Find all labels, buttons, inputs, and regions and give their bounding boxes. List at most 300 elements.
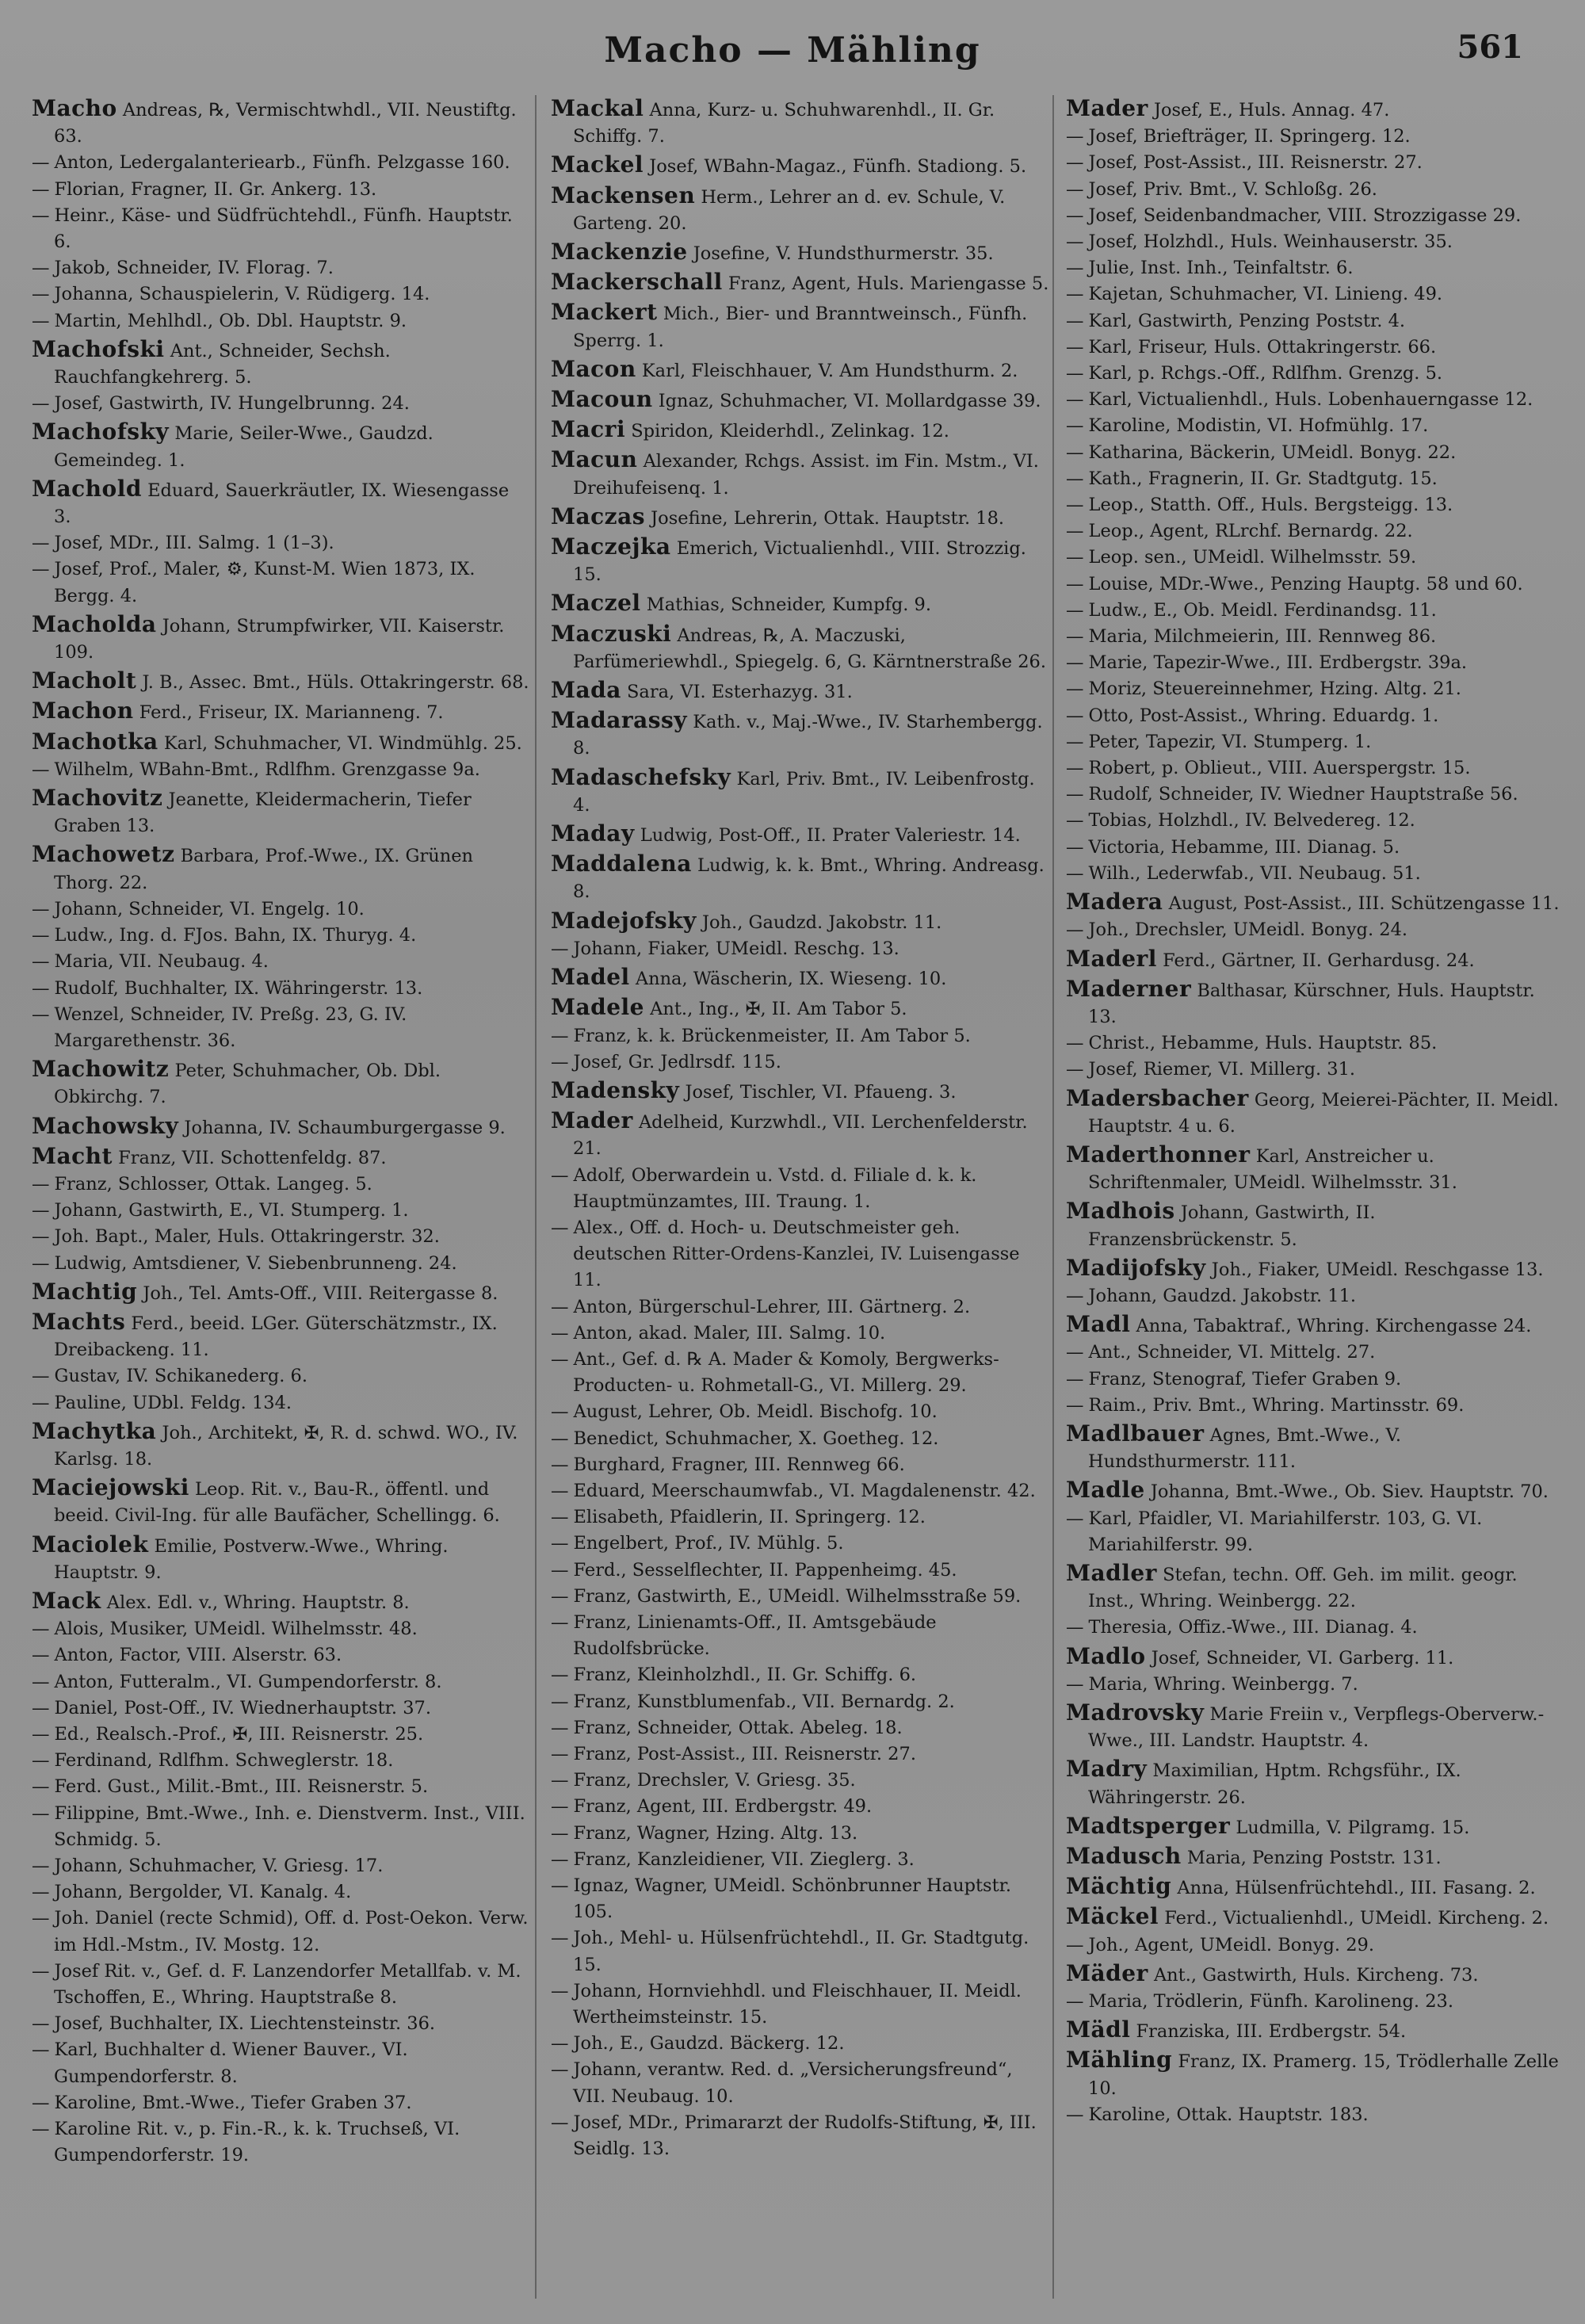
- directory-entry: [551, 1294, 1050, 1321]
- directory-entry: [551, 1107, 1050, 1162]
- entry-text: Ant., Ing., ✠, II. Am Tabor 5.: [650, 999, 907, 1020]
- entry-text: Ferd., Victualienhdl., UMeidl. Kircheng. 2.: [1164, 1908, 1549, 1929]
- directory-entry: [1066, 861, 1565, 887]
- entry-text: Franz, Linienamts-Off., II. Amtsgebäude Rudolfsbrücke.: [573, 1611, 937, 1660]
- entry-text: Kajetan, Schuhmacher, VI. Linieng. 49.: [1088, 284, 1443, 305]
- entry-text: Ant., Schneider, Sechsh. Rauchfangkehrerg. 5.: [54, 340, 391, 388]
- directory-entry: [32, 1774, 531, 1800]
- directory-entry: [551, 1847, 1050, 1873]
- entry-dash: —: [1066, 1059, 1084, 1080]
- entry-dash: —: [1066, 599, 1084, 621]
- entry-dash: —: [1066, 284, 1084, 305]
- entry-text: Balthasar, Kürschner, Huls. Hauptstr. 13.: [1088, 980, 1535, 1027]
- directory-entry: [1066, 1141, 1565, 1196]
- entry-surname: Madel: [551, 964, 630, 991]
- directory-entry: [551, 707, 1050, 762]
- entry-surname: Madrovsky: [1066, 1699, 1205, 1726]
- entry-surname: Machovitz: [32, 785, 163, 812]
- entry-text: Franz, Agent, III. Erdbergstr. 49.: [573, 1796, 873, 1818]
- entry-text: August, Lehrer, Ob. Meidl. Bischofg. 10.: [573, 1401, 938, 1423]
- directory-entry: [551, 850, 1050, 905]
- entry-text: Karoline Rit. v., p. Fin.-R., k. k. Truchseß, VI. Gumpendorferstr. 19.: [54, 2119, 460, 2166]
- directory-entry: [1066, 518, 1565, 545]
- entry-text: Alois, Musiker, UMeidl. Wilhelmsstr. 48.: [54, 1619, 418, 1640]
- entry-surname: Madler: [1066, 1559, 1157, 1586]
- directory-entry: [32, 949, 531, 975]
- directory-entry: [32, 698, 531, 726]
- entry-text: Emerich, Victualienhdl., VIII. Strozzig. 15.: [573, 538, 1026, 586]
- entry-dash: —: [1066, 1617, 1084, 1638]
- entry-dash: —: [32, 1392, 50, 1413]
- directory-entry: [551, 820, 1050, 849]
- directory-entry: [1066, 1643, 1565, 1672]
- entry-text: Josef, E., Huls. Annag. 47.: [1153, 100, 1390, 120]
- page-number: 561: [1457, 29, 1523, 66]
- entry-text: Maria, Penzing Poststr. 131.: [1186, 1848, 1442, 1868]
- entry-surname: Maderner: [1066, 975, 1192, 1002]
- directory-entry: [551, 182, 1050, 237]
- entry-dash: —: [551, 1217, 569, 1238]
- entry-text: J. B., Assec. Bmt., Hüls. Ottakringerstr. 68.: [142, 672, 529, 694]
- entry-surname: Mader: [551, 1107, 633, 1134]
- entry-text: Josef, Briefträger, II. Springerg. 12.: [1088, 126, 1411, 147]
- entry-text: Ludwig, k. k. Bmt., Whring. Andreasg. 8.: [573, 855, 1045, 903]
- entry-text: Marie, Seiler-Wwe., Gaudzd. Gemeindeg. 1.: [54, 423, 433, 471]
- entry-dash: —: [1066, 468, 1084, 489]
- directory-entry: [32, 785, 531, 839]
- entry-text: Eduard, Sauerkräutler, IX. Wiesengasse 3.: [54, 480, 510, 528]
- directory-entry: [551, 908, 1050, 936]
- directory-entry: [1066, 1932, 1565, 1959]
- directory-entry: [1066, 676, 1565, 702]
- column-rule: [1052, 95, 1054, 2299]
- directory-entry: [32, 476, 531, 530]
- entry-text: Joh., Fiaker, UMeidl. Reschgasse 13.: [1211, 1259, 1544, 1280]
- entry-text: Johann, Fiaker, UMeidl. Reschg. 13.: [573, 938, 899, 959]
- entry-dash: —: [1066, 521, 1084, 542]
- entry-dash: —: [32, 1750, 50, 1772]
- directory-entry: [32, 1172, 531, 1198]
- directory-entry: [32, 896, 531, 923]
- entry-surname: Madhois: [1066, 1198, 1175, 1225]
- directory-entry: [1066, 1477, 1565, 1505]
- entry-text: Georg, Meierei-Pächter, II. Meidl. Hauptstr. 4 u. 6.: [1088, 1089, 1559, 1137]
- entry-text: Burghard, Fragner, III. Rennweg 66.: [573, 1454, 905, 1475]
- directory-entry: [551, 1610, 1050, 1662]
- entry-dash: —: [551, 1822, 569, 1844]
- entry-dash: —: [551, 1296, 569, 1317]
- entry-text: Johann, Bergolder, VI. Kanalg. 4.: [54, 1882, 352, 1903]
- entry-text: Jakob, Schneider, IV. Florag. 7.: [54, 258, 334, 279]
- directory-entry: [551, 1662, 1050, 1688]
- directory-entry: [1066, 835, 1565, 861]
- entry-text: Maria, Whring. Weinbergg. 7.: [1088, 1673, 1358, 1695]
- entry-dash: —: [1066, 2104, 1084, 2125]
- directory-entry: [1066, 571, 1565, 598]
- entry-surname: Mackensen: [551, 182, 696, 208]
- column-right: [1066, 94, 1565, 2128]
- entry-text: Victoria, Hebamme, III. Dianag. 5.: [1088, 836, 1400, 858]
- entry-surname: Madensky: [551, 1076, 680, 1103]
- directory-entry: [32, 1722, 531, 1748]
- entry-dash: —: [32, 2039, 50, 2061]
- entry-text: Ludw., Ing. d. FJos. Bahn, IX. Thuryg. 4.: [54, 925, 417, 946]
- entry-dash: —: [1066, 1673, 1084, 1695]
- entry-text: Ferd., Gärtner, II. Gerhardusg. 24.: [1163, 950, 1475, 971]
- entry-text: Joh., Tel. Amts-Off., VIII. Reitergasse 8.: [143, 1282, 498, 1304]
- directory-entry: [32, 556, 531, 609]
- entry-text: Franz, k. k. Brückenmeister, II. Am Tabor 5.: [573, 1025, 971, 1046]
- directory-entry: [551, 1049, 1050, 1076]
- entry-text: Wenzel, Schneider, IV. Preßg. 23, G. IV. Margarethenstr. 36.: [54, 1003, 407, 1051]
- entry-surname: Machotka: [32, 728, 158, 755]
- entry-text: Wilhelm, WBahn-Bmt., Rdlfhm. Grenzgasse 9a.: [54, 759, 480, 780]
- entry-text: Ludwig, Post-Off., II. Prater Valeriestr. 14.: [640, 825, 1021, 847]
- entry-surname: Mackel: [551, 151, 644, 178]
- entry-surname: Macun: [551, 446, 638, 473]
- directory-entry: [551, 1426, 1050, 1452]
- entry-text: Johann, verantw. Red. d. „Versicherungsfreund“, VII. Neubaug. 10.: [573, 2059, 1013, 2107]
- directory-entry: [551, 936, 1050, 962]
- entry-text: Karl, Fleischhauer, V. Am Hundsthurm. 2.: [641, 360, 1018, 381]
- entry-text: Ant., Schneider, VI. Mittelg. 27.: [1088, 1342, 1376, 1363]
- entry-text: Agnes, Bmt.-Wwe., V. Hundsthurmerstr. 111.: [1088, 1424, 1402, 1473]
- entry-text: Johann, Schuhmacher, V. Griesg. 17.: [54, 1856, 384, 1876]
- directory-entry: [1066, 1085, 1565, 1140]
- directory-entry: [1066, 889, 1565, 917]
- entry-text: Johanna, IV. Schaumburgergasse 9.: [184, 1117, 506, 1138]
- entry-surname: Machts: [32, 1308, 126, 1335]
- directory-entry: [32, 976, 531, 1002]
- entry-surname: Madersbacher: [1066, 1084, 1249, 1111]
- entry-text: Emilie, Postverw.-Wwe., Whring. Hauptstr. 9.: [54, 1535, 449, 1583]
- entry-text: Jeanette, Kleidermacherin, Tiefer Graben 13.: [54, 789, 472, 837]
- entry-surname: Maddalena: [551, 850, 692, 877]
- entry-surname: Maderthonner: [1066, 1141, 1251, 1168]
- entry-dash: —: [551, 1928, 569, 1949]
- entry-dash: —: [32, 152, 50, 174]
- entry-surname: Maday: [551, 820, 635, 847]
- entry-dash: —: [32, 178, 50, 200]
- entry-text: Maximilian, Hptm. Rchgsführ., IX. Währingerstr. 26.: [1088, 1760, 1461, 1808]
- directory-entry: [32, 391, 531, 417]
- entry-dash: —: [1066, 784, 1084, 805]
- directory-entry: [551, 1321, 1050, 1347]
- entry-text: Pauline, UDbl. Feldg. 134.: [54, 1392, 292, 1413]
- entry-surname: Mack: [32, 1587, 101, 1614]
- entry-text: Florian, Fragner, II. Gr. Ankerg. 13.: [54, 178, 377, 200]
- entry-surname: Mäder: [1066, 1959, 1148, 1986]
- entry-dash: —: [32, 1908, 50, 1929]
- entry-text: Josef, Holzhdl., Huls. Weinhauserstr. 35.: [1088, 231, 1453, 253]
- entry-text: Anna, Hülsenfrüchtehdl., III. Fasang. 2.: [1177, 1878, 1536, 1899]
- directory-entry: [551, 1478, 1050, 1504]
- entry-dash: —: [551, 1507, 569, 1528]
- directory-entry: [551, 1978, 1050, 2031]
- directory-entry: [551, 2110, 1050, 2162]
- directory-entry: [551, 1768, 1050, 1794]
- entry-text: Gustav, IV. Schikanederg. 6.: [54, 1366, 308, 1387]
- directory-entry: [32, 1879, 531, 1905]
- entry-dash: —: [551, 1454, 569, 1475]
- entry-text: Elisabeth, Pfaidlerin, II. Springerg. 12.: [573, 1507, 926, 1528]
- entry-surname: Mächtig: [1066, 1873, 1172, 1900]
- directory-entry: [1066, 598, 1565, 624]
- directory-entry: [32, 667, 531, 696]
- entry-text: Maria, Trödlerin, Fünfh. Karolineng. 23.: [1088, 1991, 1454, 2012]
- entry-text: Marie, Tapezir-Wwe., III. Erdbergstr. 39a.: [1088, 652, 1468, 674]
- entry-surname: Maczel: [551, 590, 641, 617]
- directory-entry: [32, 1363, 531, 1389]
- directory-entry: [1066, 1960, 1565, 1989]
- directory-entry: [551, 1821, 1050, 1847]
- directory-entry: [551, 621, 1050, 675]
- directory-entry: [1066, 1198, 1565, 1252]
- entry-dash: —: [551, 1585, 569, 1607]
- entry-dash: —: [1066, 1342, 1084, 1363]
- entry-text: Karl, Priv. Bmt., IV. Leibenfrostg. 4.: [573, 768, 1035, 816]
- entry-text: Karl, Schuhmacher, VI. Windmühlg. 25.: [163, 732, 522, 754]
- entry-text: August, Post-Assist., III. Schützengasse 11.: [1168, 893, 1560, 915]
- entry-text: Franz, Schlosser, Ottak. Langeg. 5.: [54, 1173, 372, 1194]
- entry-surname: Madlo: [1066, 1642, 1146, 1669]
- entry-text: Maria, VII. Neubaug. 4.: [54, 951, 269, 973]
- entry-text: Engelbert, Prof., IV. Mühlg. 5.: [573, 1533, 844, 1554]
- entry-text: Johann, Strumpfwirker, VII. Kaiserstr. 109.: [54, 615, 505, 663]
- entry-dash: —: [1066, 126, 1084, 147]
- directory-entry: [1066, 1873, 1565, 1902]
- directory-entry: [32, 2090, 531, 2116]
- entry-text: Karl, Buchhalter d. Wiener Bauver., VI. Gumpendorferstr. 8.: [54, 2039, 408, 2087]
- directory-entry: [551, 590, 1050, 618]
- directory-entry: [32, 2116, 531, 2169]
- entry-dash: —: [1066, 626, 1084, 648]
- directory-entry: [32, 923, 531, 949]
- entry-surname: Macht: [32, 1142, 113, 1169]
- entry-text: Joh., Mehl- u. Hülsenfrüchtehdl., II. Gr. Stadtgutg. 15.: [573, 1928, 1029, 1975]
- directory-entry: [1066, 1311, 1565, 1340]
- entry-surname: Madry: [1066, 1756, 1148, 1783]
- entry-dash: —: [32, 258, 50, 279]
- directory-entry: [551, 386, 1050, 415]
- entry-surname: Mackert: [551, 299, 658, 326]
- entry-text: Franz, VII. Schottenfeldg. 87.: [118, 1147, 387, 1168]
- entry-text: Louise, MDr.-Wwe., Penzing Hauptg. 58 und 60.: [1088, 573, 1523, 594]
- entry-text: Anton, Bürgerschul-Lehrer, III. Gärtnerg. 2.: [573, 1296, 971, 1317]
- entry-text: Stefan, techn. Off. Geh. im milit. geogr. Inst., Whring. Weinbergg. 22.: [1088, 1564, 1518, 1612]
- column-middle: [551, 94, 1050, 2162]
- entry-text: Theresia, Offiz.-Wwe., III. Dianag. 4.: [1088, 1617, 1418, 1638]
- directory-entry: [32, 841, 531, 896]
- directory-entry: [1066, 255, 1565, 281]
- directory-entry: [1066, 1366, 1565, 1393]
- entry-dash: —: [551, 1322, 569, 1344]
- directory-entry: [32, 419, 531, 473]
- entry-dash: —: [32, 1200, 50, 1221]
- directory-entry: [32, 1801, 531, 1853]
- entry-dash: —: [32, 1960, 50, 1982]
- directory-entry: [1066, 334, 1565, 361]
- directory-entry: [32, 255, 531, 281]
- entry-dash: —: [32, 898, 50, 919]
- entry-dash: —: [551, 1480, 569, 1501]
- entry-dash: —: [1066, 1368, 1084, 1389]
- entry-text: Barbara, Prof.-Wwe., IX. Grünen Thorg. 22.: [54, 846, 474, 893]
- entry-text: Alex., Off. d. Hoch- u. Deutschmeister geh. deutschen Ritter-Ordens-Kanzlei, IV. Luisengasse 11.: [573, 1217, 1020, 1291]
- entry-dash: —: [1066, 705, 1084, 726]
- entry-dash: —: [32, 1003, 50, 1025]
- entry-text: Otto, Post-Assist., Whring. Eduardg. 1.: [1088, 705, 1439, 726]
- entry-text: Raim., Priv. Bmt., Whring. Martinsstr. 69.: [1088, 1394, 1465, 1416]
- entry-text: Alex. Edl. v., Whring. Hauptstr. 8.: [106, 1592, 410, 1613]
- entry-text: Anton, Futteralm., VI. Gumpendorferstr. 8.: [54, 1671, 442, 1692]
- directory-entry: [1066, 1340, 1565, 1366]
- directory-entry: [32, 1251, 531, 1277]
- entry-dash: —: [32, 759, 50, 780]
- entry-text: Josef, Gastwirth, IV. Hungelbrunng. 24.: [54, 393, 410, 415]
- directory-entry: [1066, 946, 1565, 974]
- entry-surname: Madejofsky: [551, 907, 697, 934]
- entry-surname: Madaschefsky: [551, 763, 731, 790]
- entry-text: Johann, Gastwirth, II. Franzensbrückenstr. 5.: [1088, 1202, 1376, 1250]
- entry-dash: —: [32, 1697, 50, 1718]
- directory-entry: [32, 1224, 531, 1250]
- entry-surname: Maczas: [551, 503, 645, 529]
- directory-entry: [32, 1143, 531, 1172]
- entry-text: Josef, Schneider, VI. Garberg. 11.: [1151, 1647, 1454, 1668]
- entry-text: Franz, Drechsler, V. Griesg. 35.: [573, 1770, 856, 1791]
- entry-text: Ignaz, Schuhmacher, VI. Mollardgasse 39.: [658, 391, 1041, 412]
- entry-dash: —: [1066, 363, 1084, 384]
- entry-surname: Maciolek: [32, 1531, 149, 1558]
- entry-text: Peter, Schuhmacher, Ob. Dbl. Obkirchg. 7.: [54, 1061, 441, 1108]
- entry-dash: —: [551, 1770, 569, 1791]
- directory-entry: [32, 611, 531, 666]
- directory-entry: [32, 1905, 531, 1958]
- entry-surname: Mader: [1066, 95, 1148, 121]
- entry-dash: —: [32, 1252, 50, 1274]
- entry-text: Katharina, Bäckerin, UMeidl. Bonyg. 22.: [1088, 441, 1457, 463]
- entry-surname: Madarassy: [551, 707, 688, 734]
- directory-entry: [1066, 1057, 1565, 1083]
- entry-text: Leop., Agent, RLrchf. Bernardg. 22.: [1088, 521, 1413, 542]
- entry-text: Ferdinand, Rdlfhm. Schweglerstr. 18.: [54, 1750, 394, 1772]
- entry-surname: Macho: [32, 95, 117, 121]
- entry-dash: —: [551, 1611, 569, 1633]
- entry-text: Johann, Schneider, VI. Engelg. 10.: [54, 898, 365, 919]
- directory-entry: [1066, 281, 1565, 308]
- entry-dash: —: [551, 1875, 569, 1896]
- entry-text: Ferd., Friseur, IX. Marianneng. 7.: [139, 702, 444, 724]
- entry-text: Josef, Buchhalter, IX. Liechtensteinstr. 36.: [54, 2013, 436, 2035]
- entry-dash: —: [1066, 919, 1084, 941]
- entry-text: Johann, Gaudzd. Jakobstr. 11.: [1088, 1285, 1357, 1306]
- directory-entry: [551, 1531, 1050, 1557]
- directory-entry: [32, 281, 531, 308]
- entry-text: Eduard, Meerschaumwfab., VI. Magdalenenstr. 42.: [573, 1480, 1036, 1501]
- entry-dash: —: [32, 2092, 50, 2113]
- entry-text: Heinr., Käse- und Südfrüchtehdl., Fünfh. Hauptstr. 6.: [54, 204, 513, 253]
- entry-text: Anton, Ledergalanteriearb., Fünfh. Pelzgasse 160.: [54, 152, 510, 174]
- directory-entry: [1066, 361, 1565, 387]
- entry-text: Joh., Drechsler, UMeidl. Bonyg. 24.: [1088, 919, 1408, 941]
- entry-surname: Maciejowski: [32, 1474, 189, 1501]
- entry-dash: —: [551, 1348, 569, 1370]
- directory-entry: [551, 764, 1050, 819]
- directory-entry: [551, 1023, 1050, 1049]
- directory-entry: [1066, 1615, 1565, 1641]
- directory-entry: [1066, 1813, 1565, 1841]
- directory-entry: [1066, 782, 1565, 808]
- entry-text: Joh. Daniel (recte Schmid), Off. d. Post-Oekon. Verw. im Hdl.-Mstm., IV. Mostg. 12.: [54, 1908, 529, 1955]
- entry-dash: —: [32, 925, 50, 946]
- entry-text: Franz, Kleinholzhdl., II. Gr. Schiffg. 6.: [573, 1665, 917, 1686]
- directory-entry: [32, 1198, 531, 1224]
- entry-dash: —: [551, 938, 569, 959]
- directory-entry: [551, 964, 1050, 992]
- entry-surname: Madle: [1066, 1477, 1145, 1504]
- directory-entry: [551, 1163, 1050, 1215]
- entry-dash: —: [32, 1173, 50, 1194]
- entry-text: Karoline, Ottak. Hauptstr. 183.: [1088, 2104, 1369, 2125]
- entry-dash: —: [551, 2112, 569, 2133]
- entry-text: Karl, Pfaidler, VI. Mariahilferstr. 103, G. VI. Mariahilferstr. 99.: [1088, 1508, 1483, 1555]
- directory-entry: [551, 356, 1050, 384]
- entry-dash: —: [551, 2059, 569, 2081]
- entry-text: Joh., E., Gaudzd. Bäckerg. 12.: [573, 2033, 845, 2055]
- entry-text: Joh. Bapt., Maler, Huls. Ottakringerstr. 32.: [54, 1226, 440, 1248]
- entry-surname: Maczuski: [551, 620, 672, 647]
- entry-surname: Macholda: [32, 610, 157, 637]
- entry-dash: —: [551, 1401, 569, 1423]
- directory-entry: [32, 1588, 531, 1616]
- entry-text: Peter, Tapezir, VI. Stumperg. 1.: [1088, 731, 1372, 752]
- directory-entry: [1066, 1420, 1565, 1475]
- entry-dash: —: [551, 2033, 569, 2055]
- directory-entry: [551, 994, 1050, 1022]
- entry-dash: —: [32, 1802, 50, 1824]
- entry-text: Franz, Schneider, Ottak. Abeleg. 18.: [573, 1717, 903, 1738]
- entry-text: Franz, Post-Assist., III. Reisnerstr. 27.: [573, 1743, 916, 1764]
- entry-text: Ant., Gastwirth, Huls. Kircheng. 73.: [1153, 1964, 1479, 1986]
- entry-text: Karl, Anstreicher u. Schriftenmaler, UMeidl. Wilhelmsstr. 31.: [1088, 1145, 1457, 1194]
- entry-text: Josef, Gr. Jedlrsdf. 115.: [573, 1051, 781, 1072]
- entry-text: Mich., Bier- und Branntweinsch., Fünfh. Sperrg. 1.: [573, 304, 1028, 351]
- entry-dash: —: [1066, 389, 1084, 411]
- entry-text: Leop. sen., UMeidl. Wilhelmsstr. 59.: [1088, 547, 1417, 568]
- entry-text: Rudolf, Schneider, IV. Wiedner Hauptstraße 56.: [1088, 784, 1518, 805]
- entry-dash: —: [32, 533, 50, 554]
- entry-text: Josef, Priv. Bmt., V. Schloßg. 26.: [1088, 178, 1377, 200]
- entry-dash: —: [551, 1743, 569, 1764]
- page-header-title: Macho — Mähling: [604, 30, 981, 71]
- entry-text: Johanna, Schauspielerin, V. Rüdigerg. 14.: [54, 284, 430, 305]
- directory-entry: [32, 1309, 531, 1363]
- entry-dash: —: [32, 1671, 50, 1692]
- directory-entry: [32, 530, 531, 556]
- directory-entry: [1066, 229, 1565, 255]
- directory-entry: [32, 150, 531, 176]
- entry-dash: —: [1066, 1508, 1084, 1529]
- entry-text: Spiridon, Kleiderhdl., Zelinkag. 12.: [631, 421, 949, 442]
- entry-dash: —: [32, 1776, 50, 1798]
- entry-dash: —: [32, 1366, 50, 1387]
- entry-dash: —: [1066, 547, 1084, 568]
- entry-dash: —: [32, 204, 50, 226]
- entry-surname: Madtsperger: [1066, 1812, 1231, 1839]
- directory-entry: [32, 1279, 531, 1307]
- entry-surname: Mädl: [1066, 2016, 1131, 2043]
